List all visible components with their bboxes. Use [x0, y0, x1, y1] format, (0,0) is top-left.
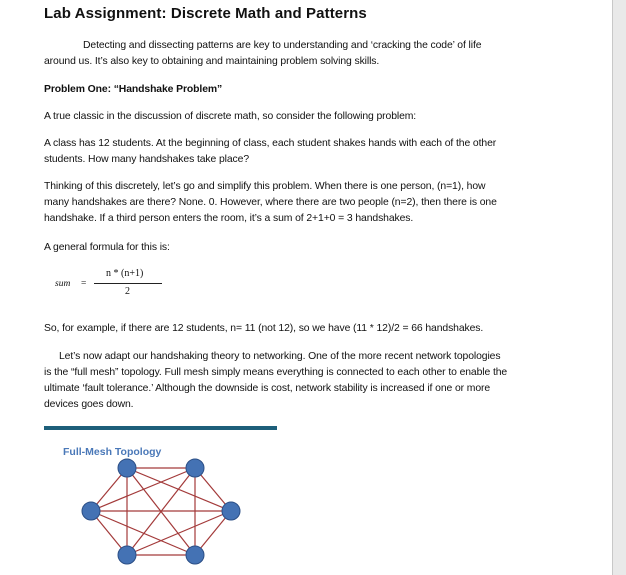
figure-title: Full-Mesh Topology [63, 446, 162, 458]
mesh-node [186, 459, 204, 477]
problem-line-1: A class has 12 students. At the beginning of class, each student shakes hands with each of the other [44, 138, 497, 149]
formula-sum-label: sum [55, 279, 71, 289]
problem-line-2: students. How many handshakes take place? [44, 154, 249, 165]
think-line-3: handshake. If a third person enters the room, it’s a sum of 2+1+0 = 3 handshakes. [44, 213, 414, 224]
think-line-2: many handshakes are there? None. 0. However, where there are two people (n=2), then there is one [44, 197, 497, 208]
mesh-node [82, 502, 100, 520]
page-title: Lab Assignment: Discrete Math and Patterns [44, 5, 367, 22]
mesh-edges [91, 468, 231, 555]
classic-line: A true classic in the discussion of discrete math, so consider the following problem: [44, 111, 417, 122]
think-line-1: Thinking of this discretely, let’s go and simplify this problem. When there is one person, (n=1), how [44, 181, 486, 192]
mesh-node [222, 502, 240, 520]
problem-heading: Problem One: “Handshake Problem” [44, 84, 223, 95]
network-line-1: Let’s now adapt our handshaking theory to networking. One of the more recent network topologies [59, 351, 501, 362]
network-line-2: is the “full mesh” topology. Full mesh simply means everything is connected to each other to enable the [44, 367, 508, 378]
mesh-node [118, 459, 136, 477]
formula-equals: = [81, 279, 87, 289]
intro-line-2: around us. It’s also key to obtaining and maintaining problem solving skills. [44, 56, 380, 67]
formula-denominator: 2 [125, 286, 130, 297]
network-line-4: devices goes down. [44, 399, 134, 410]
mesh-node [186, 546, 204, 564]
mesh-node [118, 546, 136, 564]
intro-line-1: Detecting and dissecting patterns are key to understanding and ‘cracking the code’ of life [83, 40, 482, 51]
example-line: So, for example, if there are 12 students, n= 11 (not 12), so we have (11 * 12)/2 = 66 handshakes. [44, 323, 484, 334]
formula-numerator: n * (n+1) [106, 268, 144, 279]
network-line-3: ultimate ‘fault tolerance.’ Although the downside is cost, network stability is increased if one or more [44, 383, 491, 394]
formula-intro: A general formula for this is: [44, 242, 170, 253]
